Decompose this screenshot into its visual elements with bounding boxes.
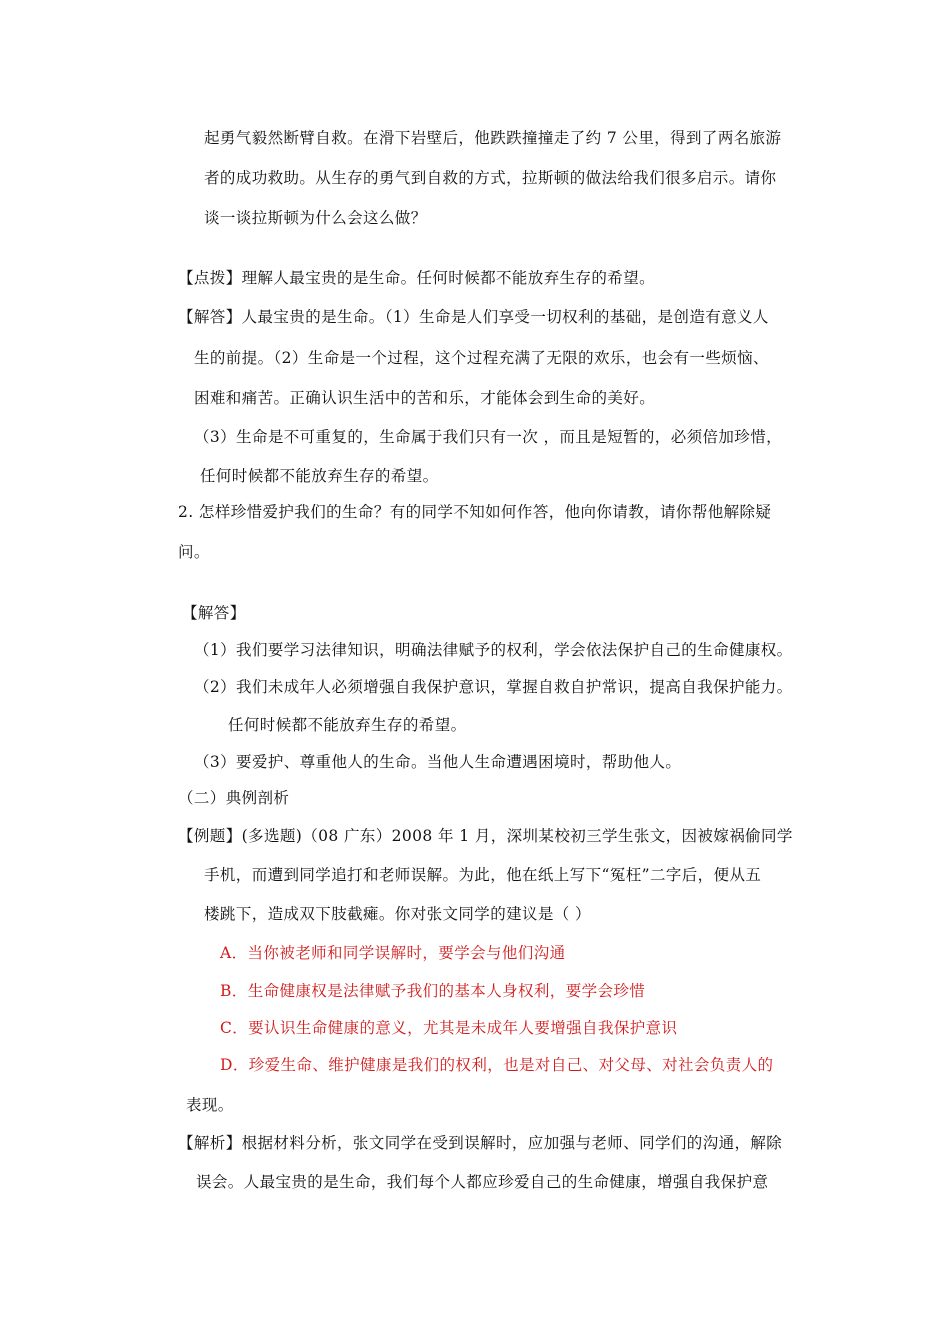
question2-line: 问。 bbox=[178, 543, 210, 561]
answer1-line: 生的前提。（2）生命是一个过程，这个过程充满了无限的欢乐，也会有一些烦恼、 bbox=[194, 349, 769, 367]
question1-continuation-line: 者的成功救助。从生存的勇气到自救的方式，拉斯顿的做法给我们很多启示。请你 bbox=[204, 169, 777, 187]
answer1-line: 困难和痛苦。正确认识生活中的苦和乐，才能体会到生命的美好。 bbox=[194, 389, 656, 407]
question2-line: 2. 怎样珍惜爱护我们的生命？有的同学不知如何作答，他向你请教，请你帮他解除疑 bbox=[178, 503, 772, 521]
answer2-line: （1）我们要学习法律知识，明确法律赋予的权利，学会依法保护自己的生命健康权。 bbox=[194, 641, 793, 659]
option-c: C．要认识生命健康的意义，尤其是未成年人要增强自我保护意识 bbox=[220, 1019, 678, 1037]
section-heading: （二）典例剖析 bbox=[178, 789, 290, 807]
answer1-line: 任何时候都不能放弃生存的希望。 bbox=[200, 467, 439, 485]
question1-continuation-line: 起勇气毅然断臂自救。在滑下岩壁后，他跌跌撞撞走了约 7 公里，得到了两名旅游 bbox=[204, 129, 782, 147]
option-d-text: D．珍爱生命、维护健康是我们的权利，也是对自己、对父母、对社会负责人的 bbox=[220, 1056, 774, 1074]
option-a: A．当你被老师和同学误解时，要学会与他们沟通 bbox=[220, 944, 566, 962]
answer2-heading: 【解答】 bbox=[182, 604, 246, 622]
answer1-line: （3）生命是不可重复的，生命属于我们只有一次 ，而且是短暂的，必须倍加珍惜， bbox=[194, 428, 782, 446]
analysis-line: 误会。人最宝贵的是生命，我们每个人都应珍爱自己的生命健康，增强自我保护意 bbox=[196, 1173, 769, 1191]
question1-continuation-line: 谈一谈拉斯顿为什么会这么做？ bbox=[204, 209, 427, 227]
answer1-line: 【解答】人最宝贵的是生命。（1）生命是人们享受一切权利的基础，是创造有意义人 bbox=[178, 308, 769, 326]
example-line: 楼跳下，造成双下肢截瘫。你对张文同学的建议是（ ） bbox=[204, 905, 591, 923]
example-line: 手机，而遭到同学追打和老师误解。为此，他在纸上写下“冤枉”二字后，便从五 bbox=[204, 866, 762, 884]
hint-paragraph: 【点拨】理解人最宝贵的是生命。任何时候都不能放弃生存的希望。 bbox=[178, 269, 656, 287]
option-d-continuation: 表现。 bbox=[186, 1096, 234, 1114]
example-line: 【例题】(多选题)（08 广东）2008 年 1 月，深圳某校初三学生张文，因被嫁祸偷同学 bbox=[178, 827, 793, 845]
answer2-line: （2）我们未成年人必须增强自我保护意识，掌握自救自护常识，提高自我保护能力。 bbox=[194, 678, 793, 696]
answer2-line: （3）要爱护、尊重他人的生命。当他人生命遭遇困境时，帮助他人。 bbox=[194, 753, 682, 771]
option-d bbox=[220, 1055, 773, 1075]
option-b: B．生命健康权是法律赋予我们的基本人身权利，要学会珍惜 bbox=[220, 982, 646, 1000]
answer2-line: 任何时候都不能放弃生存的希望。 bbox=[228, 716, 467, 734]
analysis-line: 【解析】根据材料分析，张文同学在受到误解时，应加强与老师、同学们的沟通，解除 bbox=[178, 1134, 783, 1152]
